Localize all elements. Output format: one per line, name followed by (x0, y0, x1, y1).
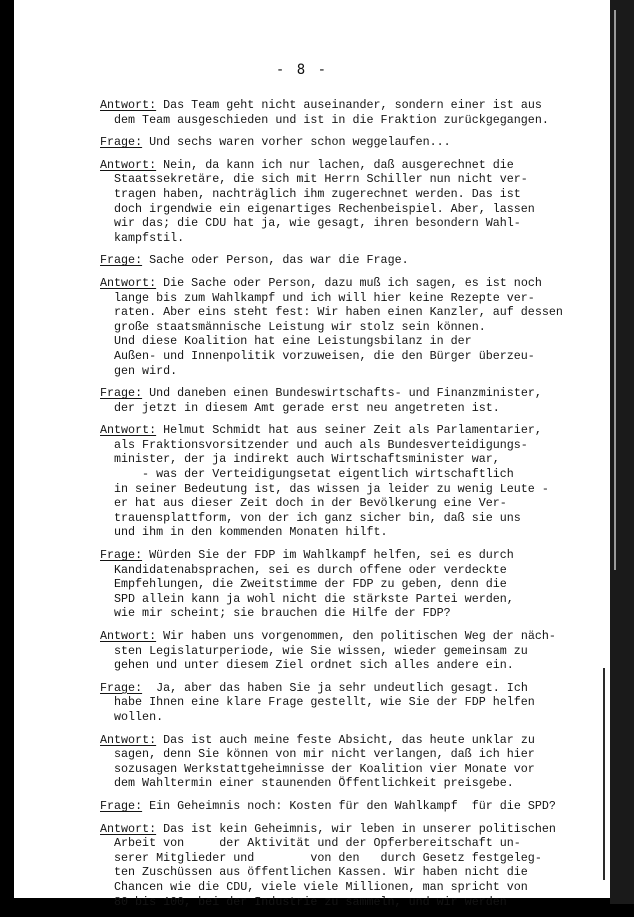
answer-block (100, 158, 610, 246)
question-block (100, 799, 610, 814)
interview-transcript (100, 98, 610, 917)
line-text: wollen. (114, 709, 164, 724)
text-line (100, 511, 610, 526)
question-block (100, 386, 610, 415)
text-line (100, 548, 610, 563)
speaker-label: Frage: (100, 798, 143, 813)
text-line (100, 799, 610, 814)
speaker-label: Frage: (100, 386, 143, 401)
text-line (100, 467, 610, 482)
speaker-label: Antwort: (100, 821, 157, 836)
document-page (14, 0, 610, 909)
text-line (100, 644, 610, 659)
answer-block (100, 98, 610, 127)
line-text: und ihm in den kommenden Monaten hilft. (114, 525, 388, 540)
line-text: der jetzt in diesem Amt gerade erst neu angetreten ist. (114, 400, 500, 415)
speaker-label: Antwort: (100, 275, 157, 290)
line-text: Würden Sie der FDP im Wahlkampf helfen, sei es durch (142, 548, 514, 563)
text-line (100, 695, 610, 710)
text-line (100, 592, 610, 607)
speaker-label: Antwort: (100, 629, 157, 643)
line-text: kampfstil. (114, 230, 185, 245)
line-text: wir das; die CDU hat ja, wie gesagt, ihren besondern Wahl- (114, 216, 521, 231)
text-line (100, 216, 610, 231)
line-text: gehen und unter diesem Ziel ordnet sich alles andere ein. (114, 658, 514, 673)
text-line (100, 865, 610, 880)
line-text: raten. Aber eins steht fest: Wir haben einen Kanzler, auf dessen (114, 305, 563, 320)
line-text: er hat aus dieser Zeit doch in der Bevölkerung eine Ver- (114, 496, 507, 511)
text-line (100, 525, 610, 540)
line-text: Arbeit von der Aktivität und der Opferbereitschaft un- (114, 836, 521, 851)
answer-block (100, 423, 610, 540)
text-line (100, 276, 610, 291)
text-line (100, 895, 610, 910)
margin-mark (603, 668, 605, 880)
line-text: dem Wahltermin einer staunenden Öffentlichkeit preisgebe. (114, 776, 514, 791)
speaker-label: Frage: (100, 135, 143, 150)
line-text: sozusagen Werkstattgeheimnisse der Koalition vier Monate vor (114, 761, 535, 776)
text-line (100, 822, 610, 837)
text-line (100, 438, 610, 453)
text-line (100, 305, 610, 320)
text-line (100, 187, 610, 202)
line-text: habe Ihnen eine klare Frage gestellt, wie Sie der FDP helfen (114, 695, 535, 710)
speaker-label: Frage: (100, 253, 143, 268)
line-text: Empfehlungen, die Zweitstimme der FDP zu geben, denn die (114, 577, 507, 592)
line-text: Das ist auch meine feste Absicht, das heute unklar zu (156, 732, 535, 747)
question-block (100, 135, 610, 150)
text-line (100, 231, 610, 246)
line-text: trauensplattform, von der ich ganz sicher bin, daß sie uns (114, 510, 521, 525)
answer-block (100, 733, 610, 791)
line-text: Staatssekretäre, die sich mit Herrn Schiller nun nicht ver- (114, 172, 528, 187)
speaker-label: Antwort: (100, 732, 157, 747)
line-text: Das ist kein Geheimnis, wir leben in unserer politischen (156, 821, 556, 836)
text-line (100, 423, 610, 438)
line-text: große staatsmännische Leistung wir stolz sein können. (114, 319, 486, 334)
text-line (100, 836, 610, 851)
line-text: minister, der ja indirekt auch Wirtschaftsminister war, (114, 452, 500, 467)
page-number: - 8 - (275, 62, 329, 78)
line-text: Sache oder Person, das war die Frage. (142, 253, 409, 268)
text-line (100, 747, 610, 762)
text-line (100, 658, 610, 673)
line-text: tragen haben, nachträglich ihm zugerechnet werden. Das ist (114, 186, 521, 201)
text-line (100, 710, 610, 725)
text-line (100, 386, 610, 401)
text-line (100, 135, 610, 150)
line-text: doch irgendwie ein eigenartiges Rechenbeispiel. Aber, lassen (114, 201, 535, 216)
line-text: Wir haben uns vorgenommen, den politischen Weg der näch- (156, 629, 556, 643)
line-text: Helmut Schmidt hat aus seiner Zeit als Parlamentarier, (156, 423, 542, 438)
text-line (100, 776, 610, 791)
question-block (100, 548, 610, 621)
line-text: in seiner Bedeutung ist, das wissen ja leider zu wenig Leute - (114, 481, 549, 496)
speaker-label: Antwort: (100, 157, 157, 172)
text-line (100, 851, 610, 866)
text-line (100, 364, 610, 379)
text-line (100, 629, 610, 644)
line-text: Ein Geheimnis noch: Kosten für den Wahlkampf für die SPD? (142, 798, 556, 813)
text-line (100, 202, 610, 217)
line-text: Das Team geht nicht auseinander, sondern einer ist aus (156, 98, 542, 112)
answer-block (100, 276, 610, 378)
text-line (100, 320, 610, 335)
line-text: wie mir scheint; sie brauchen die Hilfe der FDP? (114, 606, 451, 621)
line-text: serer Mitglieder und von den durch Gesetz festgeleg- (114, 850, 542, 865)
line-text: sagen, denn Sie können von mir nicht verlangen, daß ich hier (114, 747, 535, 762)
text-line (100, 762, 610, 777)
line-text: Und sechs waren vorher schon weggelaufen... (142, 135, 451, 150)
speaker-label: Frage: (100, 548, 143, 563)
text-line (100, 98, 610, 113)
text-line (100, 482, 610, 497)
line-text: Ja, aber das haben Sie ja sehr undeutlich gesagt. Ich (142, 680, 528, 695)
text-line (100, 496, 610, 511)
answer-block (100, 822, 610, 910)
speaker-label: Antwort: (100, 98, 157, 112)
line-text: 80 bis 100, bei der Industrie zu sammeln, und wir werden (114, 894, 507, 909)
line-text: Chancen wie die CDU, viele viele Millionen, man spricht von (114, 879, 528, 894)
line-text: SPD allein kann ja wohl nicht die stärkste Partei werden, (114, 591, 514, 606)
scan-edge-line (614, 10, 616, 570)
speaker-label: Frage: (100, 680, 143, 695)
line-text: als Fraktionsvorsitzender und auch als Bundesverteidigungs- (114, 437, 528, 452)
text-line (100, 452, 610, 467)
text-line (100, 880, 610, 895)
text-line (100, 577, 610, 592)
text-line (100, 681, 610, 696)
text-line (100, 349, 610, 364)
question-block (100, 681, 610, 725)
line-text: Und daneben einen Bundeswirtschafts- und Finanzminister, (142, 386, 542, 401)
text-line (100, 291, 610, 306)
speaker-label: Antwort: (100, 423, 157, 438)
text-line (100, 172, 610, 187)
text-line (100, 113, 610, 128)
line-text: dem Team ausgeschieden und ist in die Fraktion zurückgegangen. (114, 112, 549, 127)
answer-block (100, 629, 610, 673)
line-text: gen wird. (114, 363, 178, 378)
line-text: - was der Verteidigungsetat eigentlich wirtschaftlich (114, 467, 514, 482)
line-text: sten Legislaturperiode, wie Sie wissen, wieder gemeinsam zu (114, 643, 528, 658)
text-line (100, 563, 610, 578)
text-line (100, 606, 610, 621)
line-text: Und diese Koalition hat eine Leistungsbilanz in der (114, 334, 472, 349)
line-text: ten Zuschüssen aus öffentlichen Kassen. Wir haben nicht die (114, 865, 528, 880)
line-text: Außen- und Innenpolitik vorzuweisen, die den Bürger überzeu- (114, 348, 535, 363)
question-block (100, 253, 610, 268)
line-text: Nein, da kann ich nur lachen, daß ausgerechnet die (156, 157, 514, 172)
text-line (100, 158, 610, 173)
line-text: Die Sache oder Person, dazu muß ich sagen, es ist noch (156, 275, 542, 290)
line-text: Kandidatenabsprachen, sei es durch offene oder verdeckte (114, 562, 507, 577)
text-line (100, 253, 610, 268)
text-line (100, 334, 610, 349)
line-text: lange bis zum Wahlkampf und ich will hier keine Rezepte ver- (114, 290, 535, 305)
text-line (100, 401, 610, 416)
text-line (100, 733, 610, 748)
